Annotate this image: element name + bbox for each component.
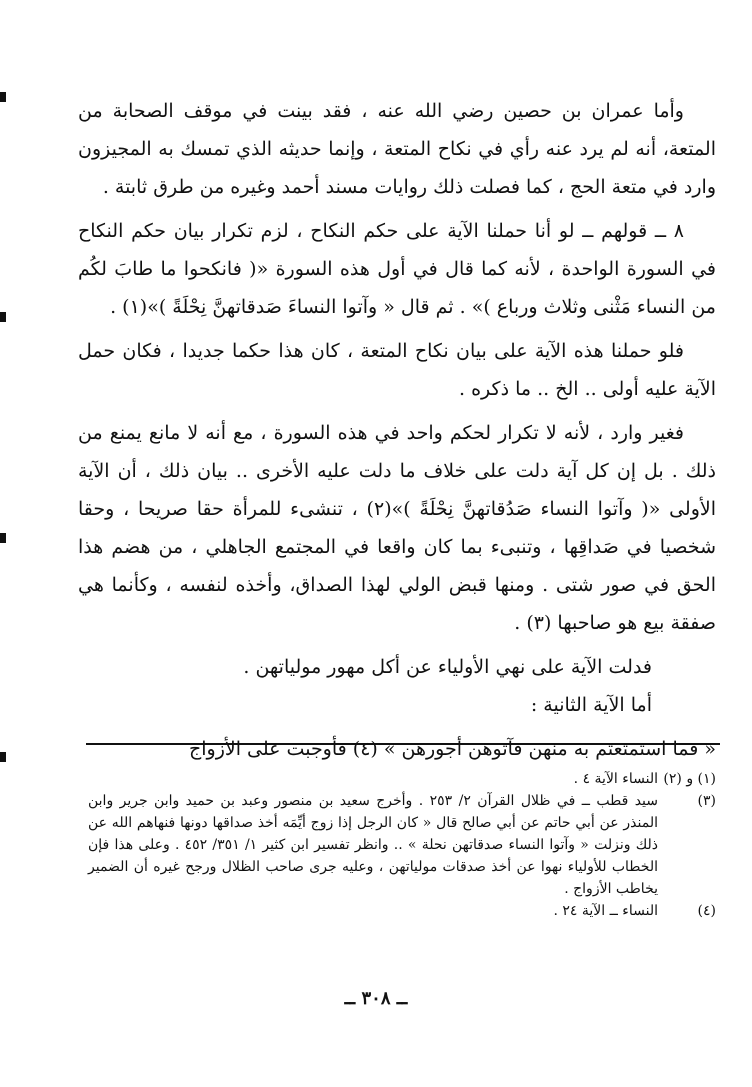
- paragraph-response: فغير وارد ، لأنه لا تكرار لحكم واحد في هذه السورة ، مع أنه لا مانع يمنع من ذلك . بل إن كل آية دلت على خلاف ما دلت عليه الأخرى .. بيان ذلك ، أن الآية الأولى «( وآتوا النساء صَدُقاتهنَّ نِحْلَةً )»(٢) ، تنشىء للمرأة حقا صريحا ، وحقا شخصيا في صَداقِها ، وتنبىء بما كان واقعا في المجتمع الجاهلي ، من هضم هذا الحق في صور شتى . ومنها قبض الولي لهذا الصداق، وأخذه لنفسه ، وكأنما هي صفقة بيع هو صاحبها (٣) .: [78, 422, 716, 634]
- footnote-text: النساء الآية ٤ .: [573, 771, 658, 787]
- footnote-number: (٤): [697, 903, 716, 919]
- footnote-divider: [86, 743, 720, 745]
- main-text: [78, 92, 716, 768]
- paragraph-second-verse: « فما استمتعتم به منهن فآتوهن أجورهن » (٤) فأوجبت على الأزواج: [189, 738, 716, 760]
- footnote-text: النساء ــ الآية ٢٤ .: [553, 903, 658, 919]
- footnote-text: سيد قطب ــ في ظلال القرآن ٢/ ٢٥٣ . وأخرج سعيد بن منصور وعبد بن حميد وابن جرير وابن المنذر عن أبي حاتم عن أبي صالح قال « كان الرجل إذا زوج أيِّمَه أخذ صداقها دونها فنهاهم الله عن ذلك ونزلت « وآتوا النساء صدقاتهن نحلة » .. وانظر تفسير ابن كثير ١/ ٣٥١/ ٤٥٢ . وعلى هذا فإن الخطاب للأولياء نهوا عن أخذ صدقات مولياتهن ، وعليه جرى صاحب الظلال ورجح غيره أن الضمير يخاطب الأزواج .: [88, 793, 659, 897]
- footnote-item: [88, 768, 716, 790]
- page-number: ــ ٣٠٨ ــ: [344, 988, 408, 1009]
- footnote-number: (١) و (٢): [663, 771, 716, 787]
- paragraph-objection-8: ٨ ــ قولهم ــ لو أنا حملنا الآية على حكم النكاح ، لزم تكرار بيان حكم النكاح في السورة الواحدة ، لأنه كما قال في أول هذه السورة «( فانكحوا ما طابَ لكُم من النساء مَثْنى وثلاث ورباع )» . ثم قال « وآتوا النساءَ صَدقاتهنَّ نِحْلَةً )»(١) .: [78, 220, 716, 318]
- paragraph-second-verse-heading: أما الآية الثانية :: [530, 694, 652, 716]
- footnotes: [88, 768, 716, 922]
- scan-edge-mark: [0, 752, 6, 762]
- paragraph-imran: وأما عمران بن حصين رضي الله عنه ، فقد بينت في موقف الصحابة من المتعة، أنه لم يرد عنه رأي في نكاح المتعة ، وإنما حديثه الذي تمسك به المجيزون وارد في متعة الحج ، كما فصلت ذلك روايات مسند أحمد وغيره من طرق ثابتة .: [78, 100, 716, 198]
- paragraph-new-ruling: فلو حملنا هذه الآية على بيان نكاح المتعة ، كان هذا حكما جديدا ، فكان حمل الآية عليه أولى .. الخ .. ما ذكره .: [78, 340, 716, 400]
- paragraph-conclusion: فدلت الآية على نهي الأولياء عن أكل مهور مولياتهن .: [243, 656, 652, 678]
- footnote-item: [88, 900, 716, 922]
- scan-edge-mark: [0, 92, 6, 102]
- scan-edge-mark: [0, 312, 6, 322]
- footnote-number: (٣): [697, 793, 716, 809]
- footnote-item: [88, 790, 716, 900]
- scan-edge-mark: [0, 533, 6, 543]
